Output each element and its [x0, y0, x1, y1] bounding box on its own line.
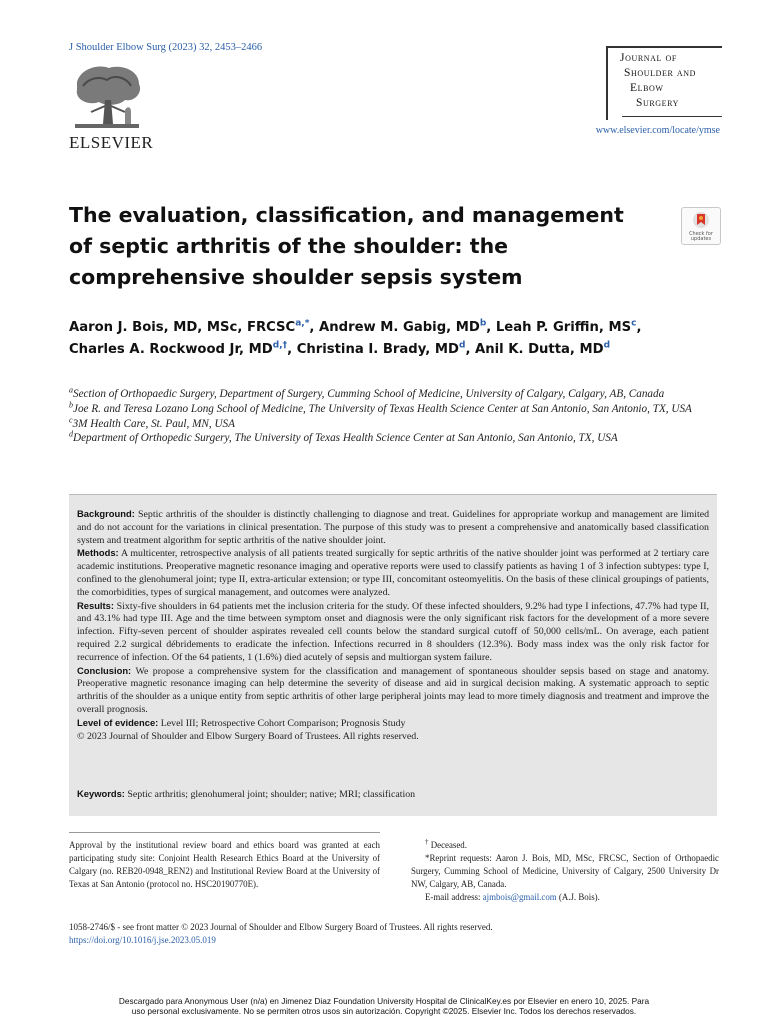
author-affiliation-link[interactable]: d,†: [272, 340, 288, 351]
bookmark-icon: [682, 208, 720, 232]
reprint-requests-note: *Reprint requests: Aaron J. Bois, MD, MSc, FRCSC, Section of Orthopaedic Surgery, Cumming School of Medicine, University of Calgary, 2500 University Dr NW, Calgary, AB, Canada.: [411, 853, 719, 889]
journal-logo-line: Journal of: [620, 52, 677, 64]
author-name: Anil K. Dutta, MD: [475, 342, 604, 357]
deceased-note: † Deceased.: [425, 838, 467, 850]
author-name: Aaron J. Bois, MD, MSc, FRCSC: [69, 320, 296, 335]
email-link[interactable]: ajmbois@gmail.com: [482, 892, 557, 902]
author-list: [69, 317, 709, 361]
journal-citation[interactable]: J Shoulder Elbow Surg (2023) 32, 2453–2466: [69, 42, 263, 53]
affiliation-item: $^c$3M Health Care, St. Paul, MN, USA: [69, 414, 235, 430]
affiliation-item: $^d$Department of Orthopedic Surgery, The University of Texas Health Science Center at San Antonio, San Antonio, TX, USA: [69, 429, 618, 445]
check-updates-text: updates: [690, 236, 712, 242]
publisher-name: ELSEVIER: [69, 133, 154, 152]
abstract-results: Results: Sixty-five shoulders in 64 patients met the inclusion criteria for the study. Of these infected shoulders, 9.2% had type I infections, 47.7% had type II, and 43.1% had type III. Age and the time between symptom onset and diagnosis were the only significant risk factors for the development of a more severe infection. Fifty-seven percent of shoulder aspirates revealed cell counts below the standard surgical cutoff of 50,000 cells/mL. On average, each patient required 2.2 surgical débridements to eradicate the infection. Infections recurred in 8 shoulders (12.3%). Body mass index was the only risk factor for recurrence of infection. Of the 64 patients, 1 (1.6%) died acutely of sepsis and multiorgan system failure.: [77, 599, 710, 663]
footnote-divider: [69, 832, 380, 833]
journal-logo-line: Shoulder and: [624, 67, 697, 79]
abstract-keywords: Keywords: Septic arthritis; glenohumeral joint; shoulder; native; MRI; classification: [77, 788, 416, 800]
journal-logo-line: Surgery: [636, 97, 680, 109]
author-name: Christina I. Brady, MD: [296, 342, 459, 357]
journal-website-link[interactable]: www.elsevier.com/locate/ymse: [595, 125, 720, 136]
ethics-approval-note: Approval by the institutional review board and ethics board was granted at each participating study site: Conjoint Health Research Ethics Board at the University of Calgary (no. REB20-0948_REN2) and Institutional Review Board at the University of Texas at San Antonio (protocol no. HSC20190770E).: [69, 840, 380, 889]
author-affiliation-link[interactable]: a,*: [295, 318, 310, 329]
email-note: E-mail address: ajmbois@gmail.com (A.J. Bois).: [425, 892, 600, 902]
abstract-box: [69, 494, 717, 816]
author-affiliation-link[interactable]: b: [479, 318, 487, 329]
journal-logo-line: Elbow: [630, 82, 664, 94]
download-notice: Descargado para Anonymous User (n/a) en Jimenez Diaz Foundation University Hospital de ClinicalKey.es por Elsevier en enero 10, 2025. Para uso personal exclusivamente. No se permiten otros usos sin autorización. Copyright ©2025. Elsevier Inc. Todos los derechos reservados.: [118, 996, 650, 1016]
author-name: Andrew M. Gabig, MD: [319, 320, 480, 335]
affiliation-list: [69, 387, 709, 446]
affiliation-item: $^b$Joe R. and Teresa Lozano Long School of Medicine, The University of Texas Health Science Center at San Antonio, San Antonio, TX, USA: [69, 400, 692, 415]
abstract-copyright: © 2023 Journal of Shoulder and Elbow Surgery Board of Trustees. All rights reserved.: [77, 730, 419, 742]
author-name: Charles A. Rockwood Jr, MD: [69, 342, 273, 357]
title-line: comprehensive shoulder sepsis system: [69, 265, 523, 289]
doi-link[interactable]: https://doi.org/10.1016/j.jse.2023.05.019: [69, 935, 216, 945]
abstract-background: Background: Septic arthritis of the shoulder is distinctly challenging to diagnose and treat. Guidelines for appropriate workup and management are limited and do not account for the variations in clinical presentation. The purpose of this study was to present a comprehensive and anatomically based classification system and treatment algorithm for septic arthritis of the native shoulder joint.: [77, 508, 710, 546]
abstract-evidence: Level of evidence: Level III; Retrospective Cohort Comparison; Prognosis Study: [77, 716, 406, 729]
affiliation-item: $^a$Section of Orthopaedic Surgery, Department of Surgery, Cumming School of Medicine, University of Calgary, Calgary, AB, Canada: [69, 385, 665, 400]
correspondence-notes: [411, 839, 719, 904]
journal-logo: [606, 46, 722, 120]
title-line: The evaluation, classification, and management: [69, 203, 624, 227]
author-affiliation-link[interactable]: d: [458, 340, 466, 351]
author-name: Leah P. Griffin, MS: [495, 320, 632, 335]
check-updates-text: Check for: [689, 231, 713, 237]
article-title: [69, 200, 649, 293]
elsevier-tree-logo: [69, 62, 145, 132]
journal-logo-rule: [622, 116, 722, 117]
check-for-updates-button[interactable]: [681, 207, 721, 245]
abstract-methods: Methods: A multicenter, retrospective analysis of all patients treated surgically for septic arthritis of the native shoulder joint was performed at 2 tertiary care academic institutions. Preoperative magnetic resonance imaging and operative reports were used to classify patients as having 1 of 3 infection subtypes: type I, confined to the glenohumeral joint; type II, extra-articular extension; or type III, concomitant osteomyelitis. On the basis of these clinical groupings of patients, the comorbidities, types of surgical management, and outcomes were analyzed.: [77, 547, 709, 598]
author-affiliation-link[interactable]: d: [603, 340, 611, 351]
author-line: Charles A. Rockwood Jr, $MD^{d,\dagger}$, Christina I. Brady, $MD^d$, Anil K. Dutta, $MD^d$: [69, 340, 611, 357]
author-line: Aaron J. Bois, MD, MSc, $FRCSC^{a,*}$, Andrew M. Gabig, $MD^b$, Leah P. Griffin, $MS^c$,: [69, 318, 642, 335]
abstract-conclusion: Conclusion: We propose a comprehensive system for the classification and management of spontaneous shoulder sepsis based on stage and anatomy. Preoperative magnetic resonance imaging can help determine the severity of disease and aid in surgical decision making. A systematic approach to septic arthritis of the shoulder as a unique entity from septic arthritis of other large peripheral joints may lead to more timely diagnosis and treatment and improve the overall prognosis.: [77, 664, 709, 715]
title-line: of septic arthritis of the shoulder: the: [69, 234, 509, 258]
author-affiliation-link[interactable]: c: [631, 318, 637, 329]
issn-line: 1058-2746/$ - see front matter © 2023 Journal of Shoulder and Elbow Surgery Board of Trustees. All rights reserved.: [69, 922, 493, 932]
